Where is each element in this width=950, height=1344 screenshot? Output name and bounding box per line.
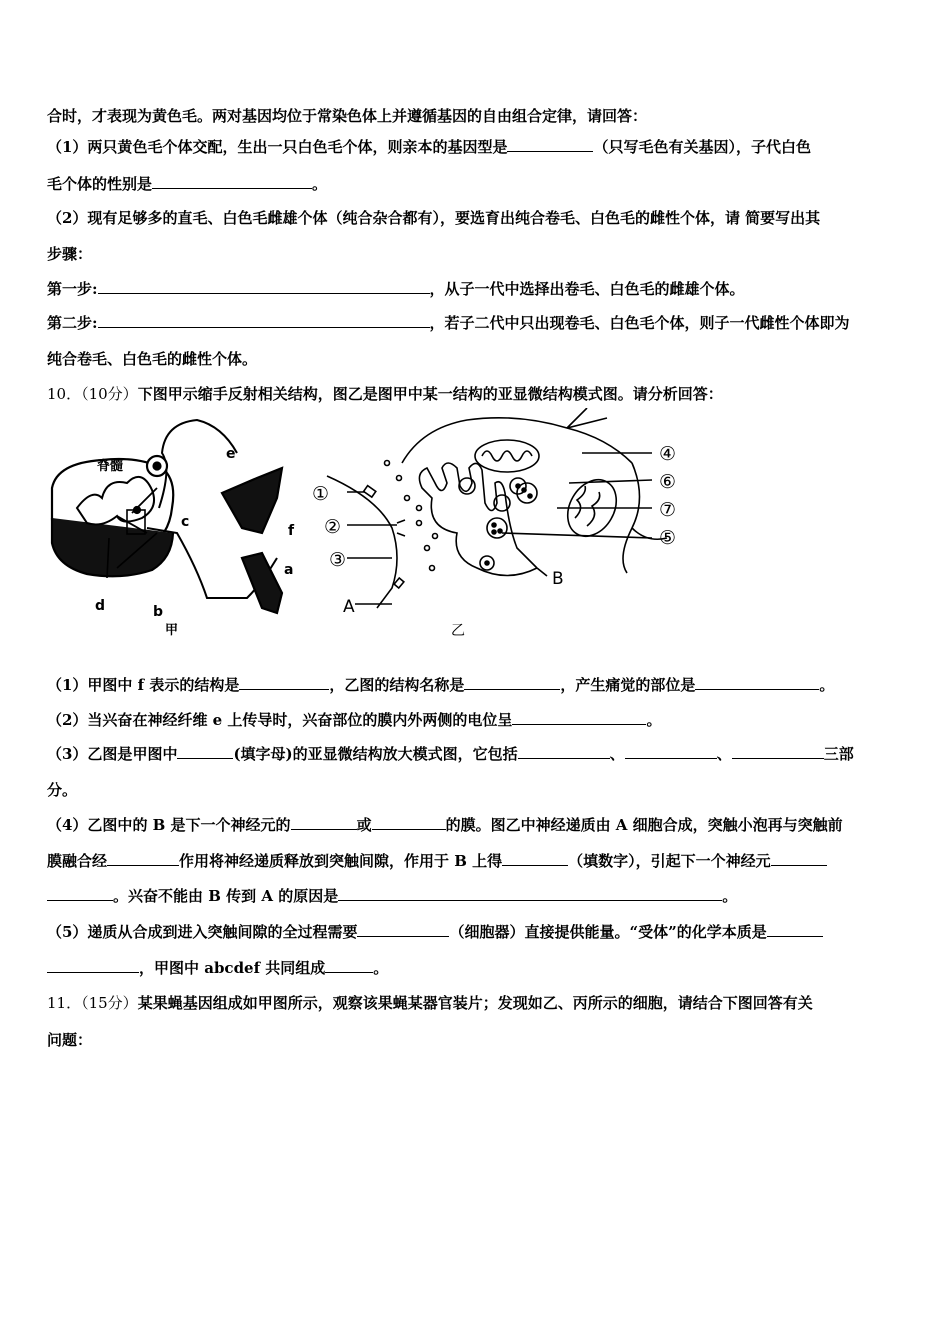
question-9-2-cont: 步骤： [47, 245, 93, 263]
label-7: ⑦ [659, 499, 677, 521]
answer-blank[interactable] [338, 886, 722, 901]
label-5: ⑤ [659, 527, 677, 549]
answer-blank[interactable] [502, 851, 568, 866]
answer-blank[interactable] [512, 710, 646, 725]
answer-blank[interactable] [767, 922, 823, 937]
answer-blank[interactable] [239, 675, 329, 690]
question-10-4-cont: 膜融合经 作用将神经递质释放到突触间隙，作用于 B 上得 （填数字），引起下一个神经元 [47, 851, 906, 871]
label-a: a [284, 562, 294, 578]
step-two: 第二步: ，若子二代中只出现卷毛、白色毛个体，则子一代雌性个体即为 [47, 314, 850, 332]
question-10-5-cont: ，甲图中 abcdef 共同组成 。 [47, 958, 906, 978]
answer-blank[interactable] [152, 174, 312, 189]
answer-blank[interactable] [507, 137, 593, 152]
answer-blank[interactable] [464, 675, 560, 690]
answer-blank[interactable] [98, 313, 430, 328]
step-two-cont: 纯合卷毛、白色毛的雌性个体。 [47, 350, 258, 368]
question-10-4-cont2: 。兴奋不能由 B 传到 A 的原因是 。 [47, 886, 906, 906]
text-line-1: 合时，才表现为黄色毛。两对基因均位于常染色体上并遵循基因的自由组合定律，请回答： [47, 107, 648, 125]
question-10-1: （1）甲图中 f 表示的结构是 ，乙图的结构名称是 ，产生痛觉的部位是 。 [47, 676, 835, 694]
label-f: f [288, 523, 295, 539]
caption-jia: 甲 [165, 623, 179, 638]
reflex-diagram [47, 408, 717, 643]
reflex-figure [47, 408, 717, 643]
answer-blank[interactable] [625, 744, 717, 759]
question-10-3-cont: 分。 [47, 781, 78, 799]
answer-blank[interactable] [518, 744, 610, 759]
label-spinal: 脊髓 [97, 459, 124, 474]
question-10-3: （3）乙图是甲图中 (填字母)的亚显微结构放大模式图，它包括 、 、 三部 [47, 745, 854, 763]
label-B: B [552, 569, 564, 589]
question-9-1: （1）两只黄色毛个体交配，生出一只白色毛个体，则亲本的基因型是 （只写毛色有关基因），子代白色 [47, 138, 811, 156]
label-2: ② [324, 516, 342, 538]
label-c: c [181, 514, 190, 530]
answer-blank[interactable] [177, 744, 233, 759]
answer-blank[interactable] [98, 279, 430, 294]
question-10-4: （4）乙图中的 B 是下一个神经元的 或 的膜。图乙中神经递质由 A 细胞合成，突触小泡再与突触前 [47, 816, 843, 834]
answer-blank[interactable] [732, 744, 824, 759]
label-e: e [226, 446, 236, 462]
answer-blank[interactable] [47, 886, 113, 901]
answer-blank[interactable] [107, 851, 179, 866]
question-10-stem: 10．（10分）下图甲示缩手反射相关结构，图乙是图甲中某一结构的亚显微结构模式图。请分析回答： [47, 385, 723, 403]
question-11-stem: 11．（15分）某果蝇基因组成如甲图所示，观察该果蝇某器官装片；发现如乙、丙所示的细胞，请结合下图回答有关 [47, 994, 813, 1012]
label-6: ⑥ [659, 471, 677, 493]
question-9-1-cont: 毛个体的性别是 。 [47, 175, 328, 193]
label-4: ④ [659, 443, 677, 465]
label-1: ① [312, 483, 330, 505]
step-one: 第一步: ，从子一代中选择出卷毛、白色毛的雌雄个体。 [47, 280, 745, 298]
label-b: b [153, 604, 164, 620]
synapse-diagram [327, 408, 667, 608]
label-d: d [95, 598, 106, 614]
label-3: ③ [329, 549, 347, 571]
answer-blank[interactable] [695, 675, 819, 690]
answer-blank[interactable] [47, 958, 139, 973]
answer-blank[interactable] [325, 958, 373, 973]
caption-yi: 乙 [451, 623, 465, 639]
answer-blank[interactable] [291, 815, 357, 830]
answer-blank[interactable] [372, 815, 446, 830]
question-11-stem-cont: 问题： [47, 1031, 93, 1049]
answer-blank[interactable] [357, 922, 449, 937]
question-9-2: （2）现有足够多的直毛、白色毛雌雄个体（纯合杂合都有），要选育出纯合卷毛、白色毛的雌性个体，请 简要写出其 [47, 209, 821, 227]
question-10-2: （2）当兴奋在神经纤维 e 上传导时，兴奋部位的膜内外两侧的电位呈 。 [47, 711, 662, 729]
answer-blank[interactable] [771, 851, 827, 866]
spinal-cord-diagram [52, 420, 282, 613]
question-10-5: （5）递质从合成到进入突触间隙的全过程需要 （细胞器）直接提供能量。“受体”的化学本质是 [47, 922, 906, 942]
label-A: A [343, 597, 355, 617]
